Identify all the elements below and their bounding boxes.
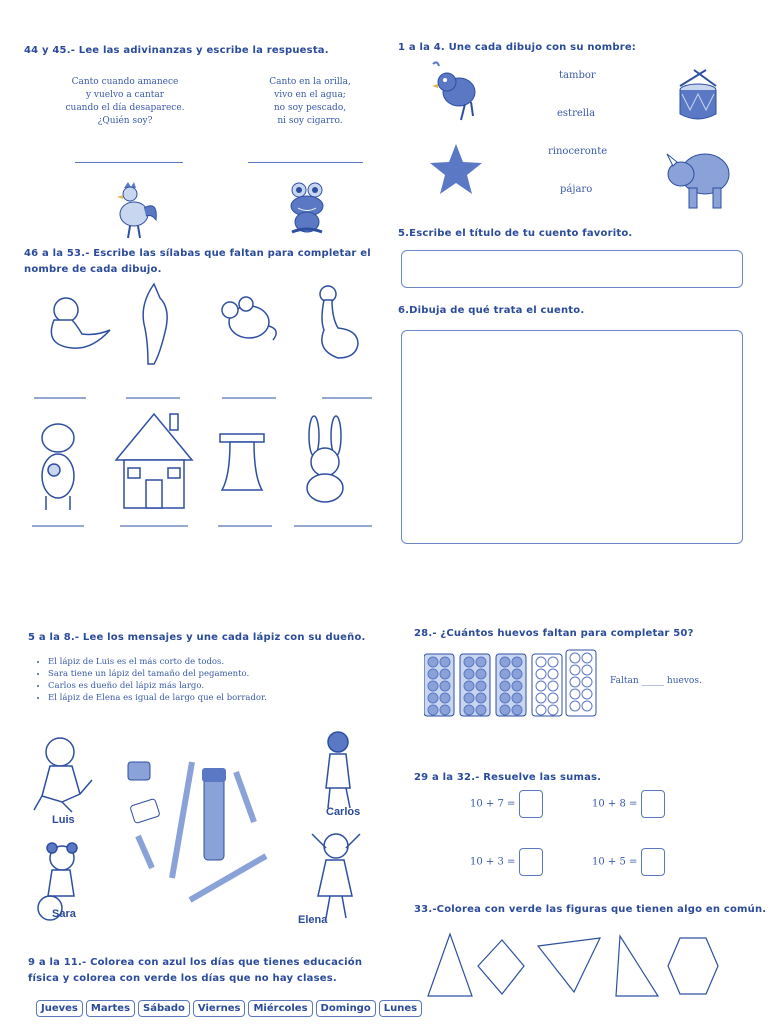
egg	[536, 669, 546, 679]
sum-4-answer-box[interactable]	[641, 848, 665, 876]
pencils-illustration	[30, 728, 390, 928]
word-pajaro: pájaro	[560, 184, 593, 195]
matching-title: 1 a la 4. Une cada dibujo con su nombre:	[398, 42, 637, 53]
sharpener-icon	[128, 762, 150, 780]
egg	[548, 681, 558, 691]
riddle-line: ni soy cigarro.	[277, 116, 343, 126]
house-icon	[116, 414, 192, 508]
right-triangle-shape	[616, 936, 658, 996]
pencil-short-icon	[236, 772, 254, 822]
word-estrella: estrella	[557, 108, 596, 119]
glue-stick-icon	[202, 768, 226, 860]
day-miercoles[interactable]: Miércoles	[248, 1000, 312, 1017]
day-martes[interactable]: Martes	[86, 1000, 135, 1017]
pencils-messages	[36, 656, 366, 704]
days-title: 9 a la 11.- Colorea con azul los días que tienes educación física y colorea con verde los días que no hay clases.	[28, 957, 363, 984]
egg	[500, 705, 510, 715]
egg	[440, 669, 450, 679]
cow-icon	[42, 424, 74, 510]
egg	[464, 705, 474, 715]
egg	[570, 653, 580, 663]
riddle-line: cuando el día desaparece.	[65, 103, 185, 113]
day-lunes[interactable]: Lunes	[379, 1000, 422, 1017]
seal-icon	[51, 298, 110, 348]
word-rinoceronte: rinoceronte	[548, 146, 608, 157]
egg	[570, 689, 580, 699]
rooster-icon	[104, 178, 160, 242]
drum-icon	[674, 68, 722, 126]
egg	[548, 657, 558, 667]
egg	[570, 701, 580, 711]
riddle-line: y vuelvo a cantar	[85, 90, 165, 100]
eggs-answer-suffix: huevos.	[666, 676, 702, 686]
sum-3-answer-box[interactable]	[519, 848, 543, 876]
luis-figure-icon	[34, 738, 92, 812]
sum-1	[470, 790, 543, 818]
message-item: • El lápiz de Elena es igual de largo que el borrador.	[48, 692, 366, 704]
sum-1-label: 10 + 7 =	[470, 798, 516, 810]
story-title-input[interactable]	[401, 250, 743, 288]
sum-2-label: 10 + 8 =	[592, 798, 638, 810]
sum-2-answer-box[interactable]	[641, 790, 665, 818]
mouse-icon	[222, 297, 276, 340]
pencil-long-icon	[172, 762, 192, 878]
egg	[476, 681, 486, 691]
message-item: • Carlos es dueño del lápiz más largo.	[48, 680, 366, 692]
day-viernes[interactable]: Viernes	[193, 1000, 246, 1017]
wolf-icon	[143, 284, 167, 364]
day-domingo[interactable]: Domingo	[316, 1000, 376, 1017]
riddle-1	[60, 76, 190, 128]
riddle-line: Canto cuando amanece	[71, 77, 179, 87]
rhinoceros-icon	[665, 144, 731, 212]
eggs-answer-prefix: Faltan	[610, 676, 639, 686]
egg	[500, 681, 510, 691]
egg	[440, 693, 450, 703]
egg	[512, 681, 522, 691]
pencils-title: 5 a la 8.- Lee los mensajes y une cada lápiz con su dueño.	[28, 632, 366, 643]
egg	[428, 669, 438, 679]
egg	[536, 693, 546, 703]
egg	[500, 657, 510, 667]
egg	[582, 689, 592, 699]
egg	[440, 657, 450, 667]
egg	[582, 701, 592, 711]
egg	[476, 705, 486, 715]
syllables-title: 46 a la 53.- Escribe las sílabas que faltan para completar el nombre de cada dibujo.	[24, 248, 371, 275]
egg	[500, 693, 510, 703]
sum-3	[470, 848, 543, 876]
egg	[548, 693, 558, 703]
bird-icon	[425, 58, 487, 124]
riddle-line: ¿Quién soy?	[97, 116, 153, 126]
egg	[570, 665, 580, 675]
egg	[476, 693, 486, 703]
riddle-line: Canto en la orilla,	[269, 77, 351, 87]
triangle-shape	[428, 934, 472, 996]
egg	[464, 681, 474, 691]
inverted-triangle-shape	[538, 938, 600, 992]
days-row	[36, 1000, 422, 1017]
egg	[428, 705, 438, 715]
egg	[428, 657, 438, 667]
riddles-title: 44 y 45.- Lee las adivinanzas y escribe la respuesta.	[24, 45, 329, 56]
egg	[536, 705, 546, 715]
shapes-row	[424, 930, 724, 1000]
egg	[582, 677, 592, 687]
sum-4	[592, 848, 665, 876]
day-jueves[interactable]: Jueves	[36, 1000, 83, 1017]
egg	[548, 705, 558, 715]
egg	[512, 669, 522, 679]
egg	[512, 705, 522, 715]
eggs-answer-blank[interactable]: _____	[641, 676, 665, 686]
syllables-grid	[24, 280, 384, 540]
egg-cartons-illustration	[424, 648, 600, 724]
syllables-drawings	[24, 280, 384, 540]
bell-icon	[220, 434, 264, 490]
egg	[428, 693, 438, 703]
egg	[464, 669, 474, 679]
riddle-line: vivo en el agua;	[274, 90, 346, 100]
day-sabado[interactable]: Sábado	[138, 1000, 190, 1017]
carlos-figure-icon	[326, 732, 350, 808]
riddle-2	[245, 76, 375, 128]
egg	[570, 677, 580, 687]
name-carlos: Carlos	[326, 806, 361, 818]
egg	[476, 657, 486, 667]
egg	[500, 669, 510, 679]
sum-2	[592, 790, 665, 818]
egg	[582, 653, 592, 663]
story-draw-heading: 6.Dibuja de qué trata el cuento.	[398, 305, 585, 316]
goose-icon	[320, 286, 358, 358]
name-sara: Sara	[52, 908, 76, 920]
egg	[440, 681, 450, 691]
sums-title: 29 a la 32.- Resuelve las sumas.	[414, 772, 602, 783]
pencil-medium-icon	[138, 836, 152, 868]
diamond-shape	[478, 940, 524, 994]
egg	[428, 681, 438, 691]
story-title-heading: 5.Escribe el título de tu cuento favorito.	[398, 228, 633, 239]
egg	[536, 681, 546, 691]
message-item: • Sara tiene un lápiz del tamaño del pegamento.	[48, 668, 366, 680]
egg	[536, 657, 546, 667]
star-icon	[428, 142, 484, 198]
pencil-diagonal-icon	[190, 856, 266, 900]
eggs-title: 28.- ¿Cuántos huevos faltan para completar 50?	[414, 628, 694, 639]
name-luis: Luis	[52, 814, 75, 826]
shapes-title: 33.-Colorea con verde las figuras que tienen algo en común.	[414, 904, 767, 915]
elena-figure-icon	[312, 834, 360, 918]
eraser-icon	[130, 798, 160, 823]
riddle-1-answer-line[interactable]	[75, 162, 183, 163]
egg	[582, 665, 592, 675]
egg	[464, 693, 474, 703]
story-draw-area[interactable]	[401, 330, 743, 544]
egg	[440, 705, 450, 715]
message-item: • El lápiz de Luis es el más corto de todos.	[48, 656, 366, 668]
egg	[548, 669, 558, 679]
egg	[512, 657, 522, 667]
sum-4-label: 10 + 5 =	[592, 856, 638, 868]
riddle-line: no soy pescado,	[273, 103, 347, 113]
word-tambor: tambor	[559, 70, 596, 81]
hexagon-shape	[668, 938, 718, 994]
frog-icon	[282, 178, 332, 238]
riddle-2-answer-line[interactable]	[248, 162, 363, 163]
rabbit-icon	[307, 416, 343, 502]
name-elena: Elena	[298, 914, 328, 926]
sum-3-label: 10 + 3 =	[470, 856, 516, 868]
egg	[512, 693, 522, 703]
sum-1-answer-box[interactable]	[519, 790, 543, 818]
eggs-answer	[610, 676, 702, 686]
egg	[464, 657, 474, 667]
egg	[476, 669, 486, 679]
